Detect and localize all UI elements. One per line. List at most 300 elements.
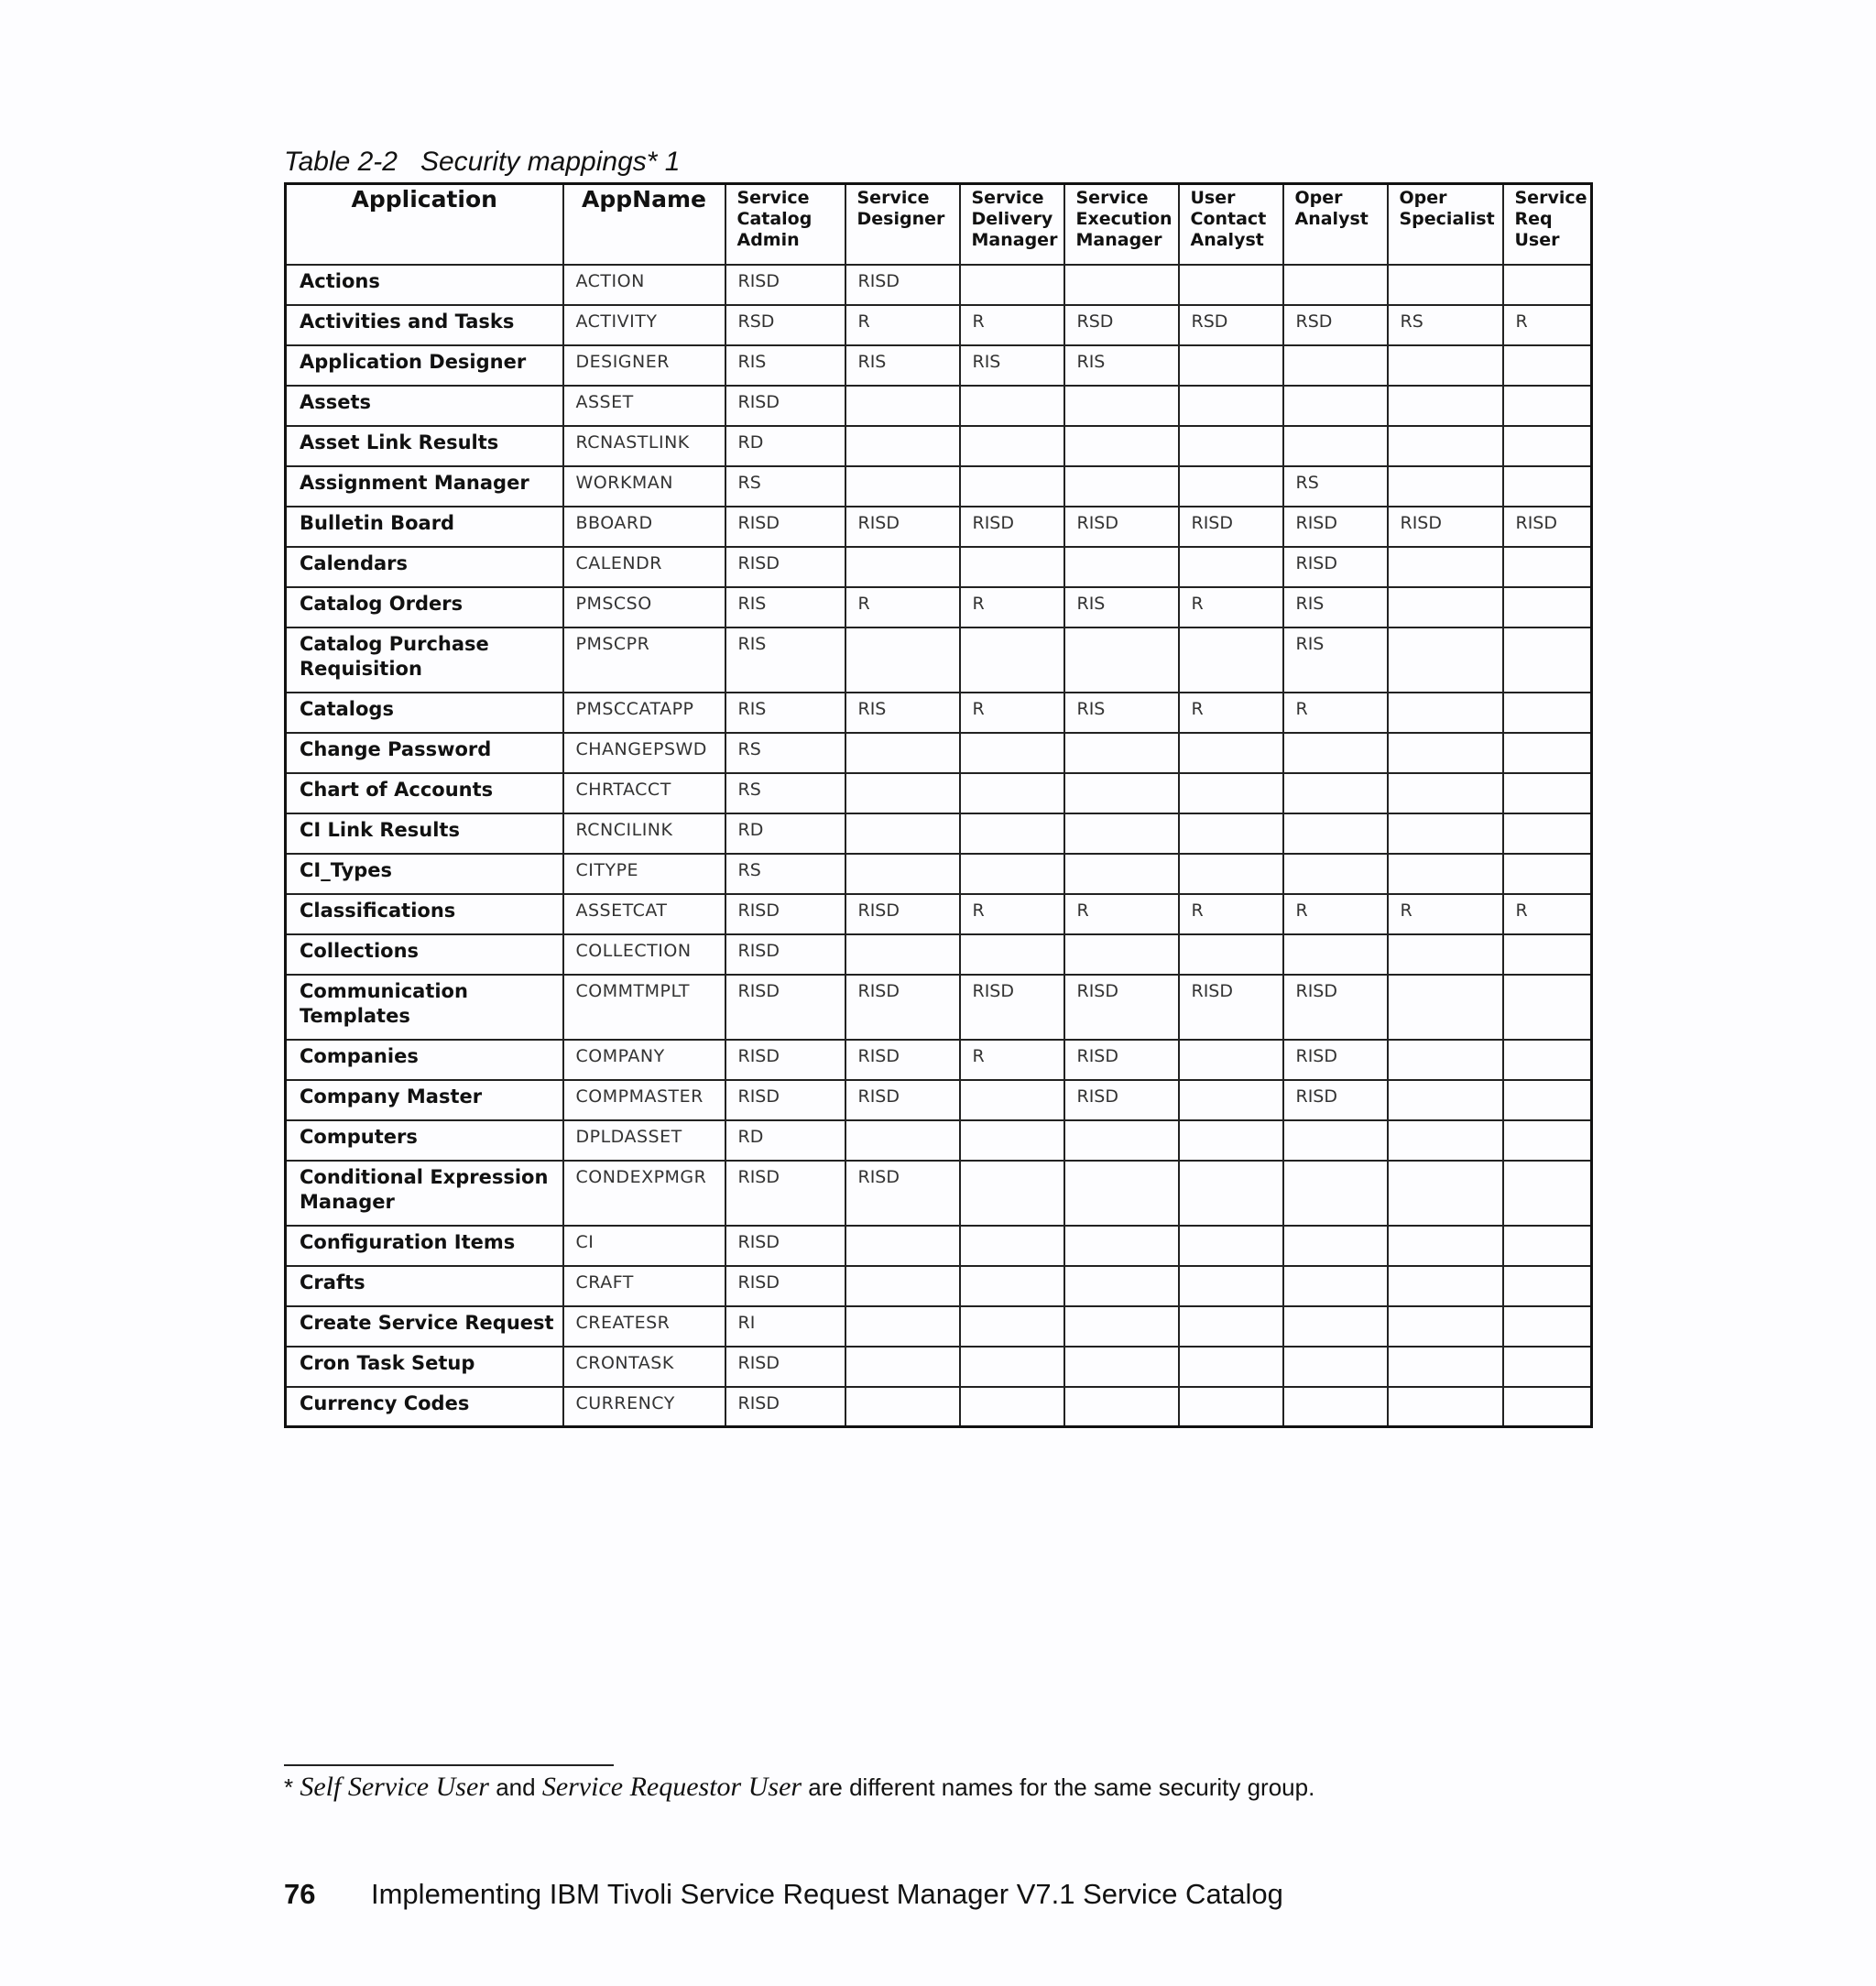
header-service-req-user: Service Req User <box>1503 184 1592 265</box>
cell-application: Application Designer <box>286 345 563 386</box>
cell-permission: RIS <box>725 693 845 733</box>
cell-application: Bulletin Board <box>286 507 563 547</box>
cell-permission <box>960 466 1064 507</box>
cell-application: Company Master <box>286 1080 563 1120</box>
cell-permission <box>960 547 1064 587</box>
cell-permission <box>1064 547 1179 587</box>
cell-appname: CRAFT <box>563 1266 725 1306</box>
cell-application: Assets <box>286 386 563 426</box>
footnote-and: and <box>496 1773 536 1801</box>
cell-permission <box>1503 813 1592 854</box>
cell-application: Configuration Items <box>286 1226 563 1266</box>
cell-permission <box>845 1387 960 1427</box>
cell-permission <box>1283 1120 1388 1161</box>
cell-permission <box>960 733 1064 773</box>
footnote-mark: * <box>284 1773 294 1801</box>
cell-permission <box>1283 1161 1388 1226</box>
cell-permission <box>1283 1226 1388 1266</box>
cell-permission: R <box>960 1040 1064 1080</box>
cell-permission <box>1503 1266 1592 1306</box>
footnote-term-self-service-user: Self Service User <box>300 1772 489 1802</box>
cell-permission <box>1283 813 1388 854</box>
cell-permission <box>1503 1080 1592 1120</box>
cell-permission <box>960 854 1064 894</box>
cell-permission: RISD <box>1283 547 1388 587</box>
cell-permission <box>1179 547 1283 587</box>
header-appname: AppName <box>563 184 725 265</box>
cell-permission <box>1179 627 1283 693</box>
cell-permission: RISD <box>1503 507 1592 547</box>
cell-permission <box>1503 386 1592 426</box>
cell-permission <box>845 813 960 854</box>
cell-permission <box>960 934 1064 975</box>
cell-permission: RISD <box>1064 1040 1179 1080</box>
table-row <box>286 975 1592 1040</box>
cell-permission: RD <box>725 1120 845 1161</box>
header-service-execution-manager: Service Execution Manager <box>1064 184 1179 265</box>
footnote <box>284 1772 1314 1803</box>
cell-appname: ASSETCAT <box>563 894 725 934</box>
cell-appname: CHRTACCT <box>563 773 725 813</box>
cell-permission <box>1388 773 1503 813</box>
cell-appname: DPLDASSET <box>563 1120 725 1161</box>
cell-appname: PMSCCATAPP <box>563 693 725 733</box>
cell-permission <box>1503 934 1592 975</box>
cell-permission <box>1283 733 1388 773</box>
cell-permission: RISD <box>960 507 1064 547</box>
cell-permission <box>1388 854 1503 894</box>
cell-appname: RCNCILINK <box>563 813 725 854</box>
cell-permission: RISD <box>725 1161 845 1226</box>
cell-permission <box>1064 733 1179 773</box>
cell-permission <box>1064 813 1179 854</box>
cell-appname: COLLECTION <box>563 934 725 975</box>
cell-permission <box>1064 265 1179 305</box>
table-row <box>286 587 1592 627</box>
cell-permission: RIS <box>960 345 1064 386</box>
cell-permission: RISD <box>845 1161 960 1226</box>
table-row <box>286 627 1592 693</box>
header-service-catalog-admin: Service Catalog Admin <box>725 184 845 265</box>
cell-permission: RISD <box>725 1347 845 1387</box>
cell-permission: RISD <box>725 1040 845 1080</box>
cell-permission <box>1179 854 1283 894</box>
table-header-row <box>286 184 1592 265</box>
cell-permission <box>960 813 1064 854</box>
cell-permission <box>1179 1226 1283 1266</box>
page-number: 76 <box>284 1878 316 1910</box>
cell-permission <box>1179 466 1283 507</box>
cell-permission <box>845 733 960 773</box>
cell-permission <box>1388 813 1503 854</box>
cell-permission <box>1179 1387 1283 1427</box>
cell-permission: RISD <box>960 975 1064 1040</box>
cell-permission: RISD <box>1283 1080 1388 1120</box>
cell-permission <box>1388 426 1503 466</box>
cell-permission <box>960 627 1064 693</box>
cell-permission: R <box>1179 693 1283 733</box>
cell-permission <box>1064 1387 1179 1427</box>
cell-permission: RS <box>725 854 845 894</box>
cell-permission: RS <box>1283 466 1388 507</box>
cell-permission <box>960 1306 1064 1347</box>
cell-permission <box>1179 934 1283 975</box>
cell-permission <box>1503 1387 1592 1427</box>
cell-appname: RCNASTLINK <box>563 426 725 466</box>
cell-permission <box>1503 773 1592 813</box>
cell-application: Companies <box>286 1040 563 1080</box>
table-row <box>286 1120 1592 1161</box>
cell-permission <box>845 547 960 587</box>
cell-permission <box>1179 345 1283 386</box>
cell-appname: CRONTASK <box>563 1347 725 1387</box>
cell-permission <box>1283 773 1388 813</box>
cell-permission <box>845 1347 960 1387</box>
cell-permission <box>1064 773 1179 813</box>
cell-permission <box>1388 975 1503 1040</box>
cell-application: Classifications <box>286 894 563 934</box>
cell-permission: RISD <box>725 265 845 305</box>
cell-permission <box>1503 975 1592 1040</box>
table-body <box>286 265 1592 1427</box>
table-row <box>286 1040 1592 1080</box>
cell-permission <box>1388 386 1503 426</box>
cell-permission <box>960 1347 1064 1387</box>
cell-permission: RISD <box>1388 507 1503 547</box>
book-title: Implementing IBM Tivoli Service Request Manager V7.1 Service Catalog <box>371 1878 1283 1910</box>
cell-permission: RISD <box>725 1387 845 1427</box>
cell-permission <box>1503 1347 1592 1387</box>
cell-permission: RISD <box>845 975 960 1040</box>
cell-permission <box>1283 934 1388 975</box>
cell-permission: RS <box>725 466 845 507</box>
cell-application: Create Service Request <box>286 1306 563 1347</box>
cell-permission <box>1283 854 1388 894</box>
table-row <box>286 345 1592 386</box>
table-row <box>286 1226 1592 1266</box>
cell-permission <box>1064 426 1179 466</box>
cell-permission <box>845 426 960 466</box>
cell-permission <box>1503 426 1592 466</box>
cell-permission: RISD <box>725 1266 845 1306</box>
cell-permission <box>1283 265 1388 305</box>
cell-appname: CHANGEPSWD <box>563 733 725 773</box>
cell-permission <box>960 1226 1064 1266</box>
cell-permission: R <box>1179 587 1283 627</box>
cell-permission <box>1064 1266 1179 1306</box>
cell-permission: RISD <box>725 507 845 547</box>
table-row <box>286 426 1592 466</box>
cell-permission: RIS <box>1283 587 1388 627</box>
cell-application: Collections <box>286 934 563 975</box>
cell-permission: R <box>960 587 1064 627</box>
cell-permission: RISD <box>845 1040 960 1080</box>
cell-permission <box>1388 1387 1503 1427</box>
cell-permission: RISD <box>725 975 845 1040</box>
cell-permission <box>1503 693 1592 733</box>
cell-permission <box>1179 813 1283 854</box>
cell-application: Chart of Accounts <box>286 773 563 813</box>
cell-permission <box>1283 386 1388 426</box>
cell-permission <box>1503 1306 1592 1347</box>
cell-permission: RISD <box>725 547 845 587</box>
cell-application: Communication Templates <box>286 975 563 1040</box>
cell-appname: CURRENCY <box>563 1387 725 1427</box>
cell-appname: CREATESR <box>563 1306 725 1347</box>
table-row <box>286 934 1592 975</box>
cell-permission <box>960 1080 1064 1120</box>
cell-permission: RS <box>725 773 845 813</box>
cell-application: CI_Types <box>286 854 563 894</box>
cell-permission <box>845 934 960 975</box>
cell-permission <box>960 1120 1064 1161</box>
cell-application: CI Link Results <box>286 813 563 854</box>
cell-application: Catalogs <box>286 693 563 733</box>
cell-appname: BBOARD <box>563 507 725 547</box>
cell-permission <box>1179 1120 1283 1161</box>
cell-permission <box>1064 1306 1179 1347</box>
cell-permission <box>845 627 960 693</box>
cell-permission <box>1388 1161 1503 1226</box>
cell-permission <box>1179 1306 1283 1347</box>
cell-permission <box>1388 1120 1503 1161</box>
cell-appname: PMSCPR <box>563 627 725 693</box>
cell-permission: RIS <box>845 693 960 733</box>
table-row <box>286 466 1592 507</box>
cell-appname: ASSET <box>563 386 725 426</box>
cell-application: Computers <box>286 1120 563 1161</box>
cell-permission <box>1388 547 1503 587</box>
cell-permission <box>1283 1306 1388 1347</box>
cell-permission: RS <box>1388 305 1503 345</box>
cell-permission: RISD <box>845 265 960 305</box>
cell-permission <box>1179 733 1283 773</box>
cell-permission: RSD <box>1064 305 1179 345</box>
security-mappings-table <box>284 182 1593 1428</box>
cell-permission <box>1064 854 1179 894</box>
cell-permission: RISD <box>1064 507 1179 547</box>
table-row <box>286 1347 1592 1387</box>
cell-permission: RISD <box>1283 507 1388 547</box>
cell-permission: RISD <box>725 1080 845 1120</box>
cell-permission: R <box>845 305 960 345</box>
cell-permission <box>1283 345 1388 386</box>
cell-permission <box>1388 1080 1503 1120</box>
table-row <box>286 1387 1592 1427</box>
cell-appname: WORKMAN <box>563 466 725 507</box>
cell-permission <box>1388 1347 1503 1387</box>
cell-permission: RISD <box>1179 975 1283 1040</box>
cell-permission <box>1503 854 1592 894</box>
cell-permission <box>1503 1226 1592 1266</box>
cell-permission <box>1388 587 1503 627</box>
header-oper-specialist: Oper Specialist <box>1388 184 1503 265</box>
table-row <box>286 813 1592 854</box>
cell-permission <box>845 1266 960 1306</box>
cell-permission: RI <box>725 1306 845 1347</box>
cell-permission <box>1388 1306 1503 1347</box>
cell-permission: RIS <box>845 345 960 386</box>
table-row <box>286 1080 1592 1120</box>
cell-permission <box>1503 587 1592 627</box>
cell-application: Currency Codes <box>286 1387 563 1427</box>
cell-application: Crafts <box>286 1266 563 1306</box>
cell-permission <box>1388 627 1503 693</box>
cell-permission <box>845 1226 960 1266</box>
cell-permission: R <box>1283 693 1388 733</box>
cell-permission <box>1179 265 1283 305</box>
cell-permission <box>1503 1120 1592 1161</box>
cell-permission <box>1064 1161 1179 1226</box>
cell-permission: R <box>1064 894 1179 934</box>
cell-permission <box>1064 386 1179 426</box>
cell-permission <box>845 466 960 507</box>
cell-permission <box>1388 1226 1503 1266</box>
footnote-rule <box>284 1764 614 1766</box>
cell-appname: ACTIVITY <box>563 305 725 345</box>
header-oper-analyst: Oper Analyst <box>1283 184 1388 265</box>
cell-permission: R <box>1179 894 1283 934</box>
cell-permission <box>1388 934 1503 975</box>
cell-permission <box>1179 773 1283 813</box>
cell-permission <box>845 773 960 813</box>
cell-appname: ACTION <box>563 265 725 305</box>
header-service-delivery-manager: Service Delivery Manager <box>960 184 1064 265</box>
table-row <box>286 507 1592 547</box>
cell-permission <box>1179 1161 1283 1226</box>
cell-application: Catalog Orders <box>286 587 563 627</box>
cell-appname: COMMTMPLT <box>563 975 725 1040</box>
cell-permission <box>1388 345 1503 386</box>
table-caption: Table 2-2 Security mappings* 1 <box>284 147 681 177</box>
cell-permission <box>960 426 1064 466</box>
cell-permission: RIS <box>725 627 845 693</box>
cell-permission: R <box>1283 894 1388 934</box>
cell-permission: RIS <box>725 587 845 627</box>
cell-permission: RISD <box>845 894 960 934</box>
cell-permission <box>960 773 1064 813</box>
cell-application: Assignment Manager <box>286 466 563 507</box>
cell-appname: DESIGNER <box>563 345 725 386</box>
table-row <box>286 1161 1592 1226</box>
cell-permission <box>1388 466 1503 507</box>
cell-application: Catalog Purchase Requisition <box>286 627 563 693</box>
cell-permission: RISD <box>725 934 845 975</box>
cell-application: Activities and Tasks <box>286 305 563 345</box>
cell-permission <box>845 854 960 894</box>
cell-permission: RIS <box>1064 587 1179 627</box>
table-row <box>286 265 1592 305</box>
cell-permission <box>1179 386 1283 426</box>
header-user-contact-analyst: User Contact Analyst <box>1179 184 1283 265</box>
cell-appname: PMSCSO <box>563 587 725 627</box>
cell-permission <box>1388 1040 1503 1080</box>
cell-permission: RISD <box>845 1080 960 1120</box>
cell-permission: RISD <box>845 507 960 547</box>
cell-permission: R <box>960 693 1064 733</box>
cell-application: Conditional Expression Manager <box>286 1161 563 1226</box>
cell-permission: R <box>960 305 1064 345</box>
cell-permission <box>1388 1266 1503 1306</box>
cell-permission <box>1503 547 1592 587</box>
cell-appname: COMPANY <box>563 1040 725 1080</box>
footnote-text: are different names for the same security group. <box>808 1773 1315 1801</box>
cell-permission <box>1503 627 1592 693</box>
table-row <box>286 733 1592 773</box>
cell-permission <box>1283 1347 1388 1387</box>
cell-permission <box>1179 1040 1283 1080</box>
cell-permission <box>1179 426 1283 466</box>
table-row <box>286 547 1592 587</box>
cell-permission <box>1283 1387 1388 1427</box>
cell-permission <box>1388 733 1503 773</box>
header-service-designer: Service Designer <box>845 184 960 265</box>
table-row <box>286 894 1592 934</box>
cell-permission: RISD <box>1064 975 1179 1040</box>
cell-application: Change Password <box>286 733 563 773</box>
cell-permission <box>1179 1080 1283 1120</box>
cell-permission <box>1503 345 1592 386</box>
cell-permission <box>960 1387 1064 1427</box>
cell-permission <box>1503 1040 1592 1080</box>
cell-permission: R <box>1503 305 1592 345</box>
header-application: Application <box>286 184 563 265</box>
cell-permission <box>1388 265 1503 305</box>
cell-permission <box>960 386 1064 426</box>
cell-permission <box>845 1120 960 1161</box>
page-footer <box>284 1878 1283 1911</box>
cell-permission: R <box>960 894 1064 934</box>
cell-permission: RIS <box>1064 345 1179 386</box>
cell-application: Cron Task Setup <box>286 1347 563 1387</box>
cell-permission <box>1064 466 1179 507</box>
cell-permission <box>1503 265 1592 305</box>
cell-permission: RISD <box>1064 1080 1179 1120</box>
table-row <box>286 305 1592 345</box>
cell-permission: RISD <box>725 894 845 934</box>
cell-permission: RISD <box>1283 975 1388 1040</box>
cell-permission <box>1064 627 1179 693</box>
cell-permission <box>1283 426 1388 466</box>
cell-appname: COMPMASTER <box>563 1080 725 1120</box>
cell-permission <box>1064 1120 1179 1161</box>
cell-permission: RIS <box>1064 693 1179 733</box>
cell-permission <box>1503 733 1592 773</box>
cell-permission <box>1179 1266 1283 1306</box>
cell-permission <box>1503 1161 1592 1226</box>
cell-permission: RISD <box>1179 507 1283 547</box>
cell-permission: RD <box>725 426 845 466</box>
cell-permission <box>1064 1226 1179 1266</box>
cell-permission: RISD <box>725 386 845 426</box>
table-row <box>286 854 1592 894</box>
cell-permission <box>1388 693 1503 733</box>
cell-permission <box>1503 466 1592 507</box>
cell-permission <box>1064 1347 1179 1387</box>
cell-permission <box>960 1266 1064 1306</box>
cell-permission <box>960 265 1064 305</box>
cell-permission: RISD <box>725 1226 845 1266</box>
table-row <box>286 693 1592 733</box>
cell-appname: CITYPE <box>563 854 725 894</box>
table-row <box>286 1306 1592 1347</box>
cell-permission: RISD <box>1283 1040 1388 1080</box>
cell-permission: RIS <box>725 345 845 386</box>
cell-permission <box>845 386 960 426</box>
cell-permission: RIS <box>1283 627 1388 693</box>
table-row <box>286 1266 1592 1306</box>
cell-permission <box>1064 934 1179 975</box>
